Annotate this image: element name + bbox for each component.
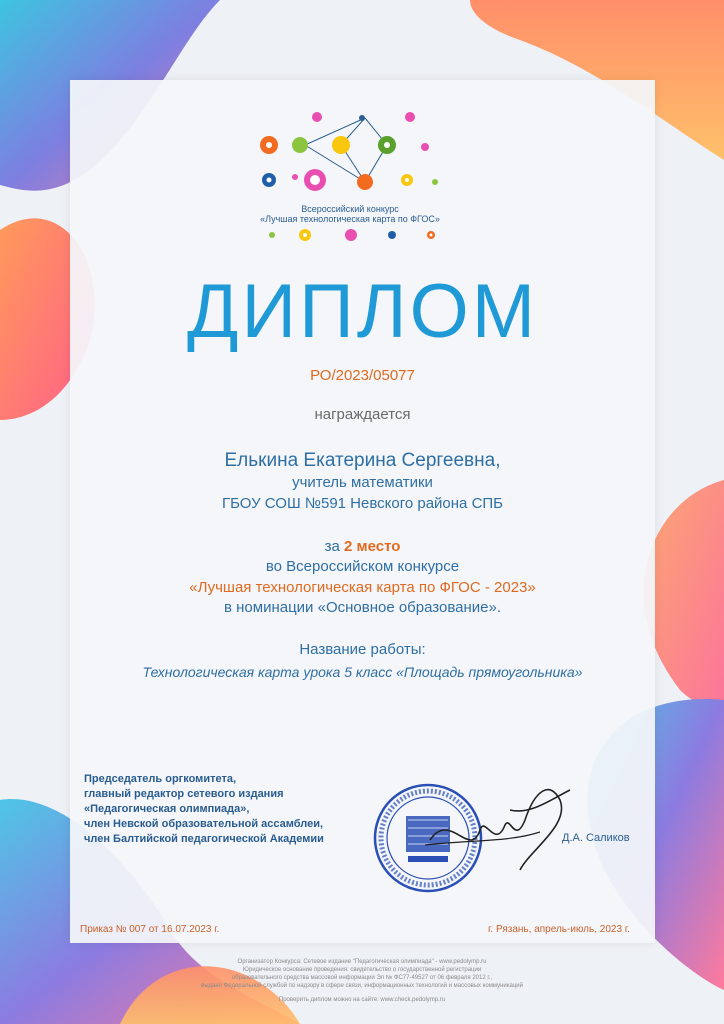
footer-line-4: выдано Федеральной службой по надзору в сфере связи, информационных технологий и массовых коммуникаций bbox=[201, 983, 523, 989]
footer-line-2: Юридическое основание проведения: свидетельство о государственной регистрации bbox=[242, 967, 482, 973]
signer-name: Д.А. Саликов bbox=[562, 832, 630, 844]
footer-line-3: образовательного средства массовой информации Эл № ФС77-49527 от 06 февраля 2012 г., bbox=[231, 975, 493, 981]
footer-line-1: Организатор Конкурса: Сетевое издание "Педагогическая олимпиада" - www.pedolymp.ru bbox=[237, 959, 487, 965]
diploma-title: ДИПЛОМ bbox=[186, 269, 539, 354]
contest-intro: во Всероссийском конкурсе bbox=[265, 558, 460, 575]
recipient-name: Елькина Екатерина Сергеевна, bbox=[224, 450, 501, 471]
signature bbox=[410, 770, 590, 880]
contest-line-2: «Лучшая технологическая карта по ФГОС» bbox=[260, 214, 440, 224]
recipient-school: ГБОУ СОШ №591 Невского района СПБ bbox=[221, 495, 504, 512]
chairman-block bbox=[84, 772, 384, 847]
work-title: Технологическая карта урока 5 класс «Площадь прямоугольника» bbox=[142, 664, 583, 680]
chairman-line-5: член Балтийской педагогической Академии bbox=[84, 833, 324, 845]
city-date: г. Рязань, апрель-июль, 2023 г. bbox=[488, 924, 631, 935]
award-prefix: за bbox=[324, 538, 340, 555]
awarded-label: награждается bbox=[314, 406, 411, 423]
chairman-line-1: Председатель оргкомитета, bbox=[84, 773, 237, 785]
order-number: Приказ № 007 от 16.07.2023 г. bbox=[80, 924, 220, 935]
contest-logo bbox=[255, 105, 445, 245]
chairman-line-2: главный редактор сетевого издания bbox=[84, 788, 284, 800]
work-label: Название работы: bbox=[299, 641, 426, 658]
contest-name: «Лучшая технологическая карта по ФГОС - 2023» bbox=[189, 579, 536, 596]
footer-check-link[interactable]: Проверить диплом можно на сайте: www.check.pedolymp.ru bbox=[278, 997, 446, 1003]
contest-line-1: Всероссийский конкурс bbox=[301, 204, 399, 214]
chairman-line-3: «Педагогическая олимпиада», bbox=[84, 803, 250, 815]
chairman-line-4: член Невской образовательной ассамблеи, bbox=[84, 818, 324, 830]
recipient-position: учитель математики bbox=[292, 474, 433, 491]
nomination: в номинации «Основное образование». bbox=[224, 599, 501, 616]
diploma-number: РО/2023/05077 bbox=[310, 367, 415, 384]
award-place-line bbox=[70, 538, 655, 555]
award-place: 2 место bbox=[344, 538, 401, 555]
